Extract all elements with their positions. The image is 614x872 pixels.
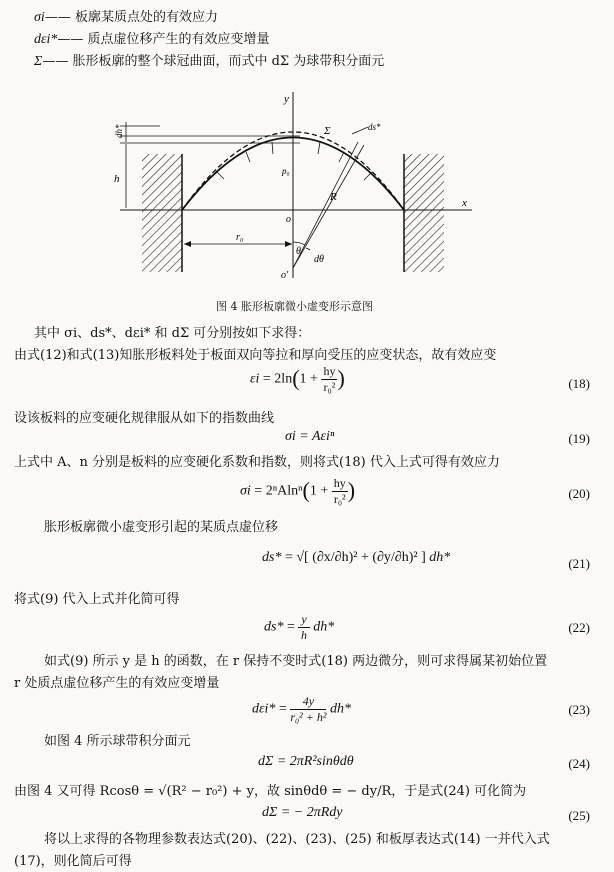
paragraph-simplify: (17)，则化简后可得 (14, 854, 132, 869)
paragraph-differentiate: 如式(9) 所示 y 是 h 的函数，在 r 保持不变时式(18) 两边微分，则可求得属某初始位置 (44, 654, 548, 669)
origin-label: o (286, 214, 291, 225)
equation-20-number: (20) (568, 486, 590, 501)
paragraph-hardening-law: 设该板料的应变硬化规律服从如下的指数曲线 (14, 411, 275, 426)
definition-surface: Σ—— 胀形板廓的整个球冠曲面，而式中 dΣ 为球带积分面元 (34, 54, 385, 69)
ds-leader (352, 127, 368, 134)
y-axis-label: y (284, 93, 289, 105)
radius-line (293, 142, 358, 268)
paragraph-strain-increment: r 处质点虚位移产生的有效应变增量 (14, 676, 220, 691)
eq-lhs: εi (250, 371, 260, 387)
dh-label: dh* (114, 124, 124, 138)
equation-22: ds* = $\frac{y}{h}$ dh* (264, 612, 335, 642)
theta-arc (293, 242, 305, 245)
h-label: h (114, 173, 120, 185)
equation-24-number: (24) (568, 756, 590, 771)
paragraph-substitute-all: 将以上求得的各物理参数表达式(20)、(22)、(23)、(25) 和板厚表达式(14) 一并代入式 (44, 832, 550, 847)
radius-label: R (330, 191, 337, 203)
equation-21-number: (21) (568, 556, 590, 571)
eq-rhs: = 2ln (262, 371, 293, 387)
definition-sigma: σi—— 板廓某质点处的有效应力 (34, 10, 218, 25)
definition-text: 胀形板廓的整个球冠曲面，而式中 dΣ 为球带积分面元 (72, 54, 385, 69)
figure-caption: 图 4 胀形板廓微小虚变形示意图 (216, 300, 373, 313)
paragraph-zone-element: 如图 4 所示球带积分面元 (44, 734, 191, 749)
definition-symbol: dεi* (34, 32, 58, 47)
r0-label: r₀ (236, 232, 244, 243)
figure-4-diagram (0, 82, 614, 282)
sigma-label: Σ (324, 125, 331, 137)
equation-25-number: (25) (568, 808, 590, 823)
ds-label: ds* (368, 122, 381, 132)
right-die-hatch-lower (404, 210, 444, 272)
dtheta-label: dθ (314, 254, 324, 265)
equation-23: dεi* = $\frac{4y}{\text{r₀² + h²}}$ dh* (252, 694, 351, 724)
paragraph-substitute-9: 将式(9) 代入上式并化简可得 (14, 592, 180, 607)
pressure-label: p₀ (282, 166, 290, 176)
equation-18-number: (18) (568, 376, 590, 391)
equation-19: σi = Aεiⁿ (285, 429, 335, 444)
paragraph-effective-stress: 上式中 A、n 分别是板料的应变硬化系数和指数，则将式(18) 代入上式可得有效应力 (14, 455, 500, 470)
origin-prime-label: o' (281, 270, 289, 281)
theta-label: θ (296, 246, 301, 257)
equation-20: σi = 2ⁿAlnⁿ(1 + $\frac{hy}{\text{r₀²}}$ ) (240, 476, 356, 506)
equation-25: dΣ = − 2πRdy (262, 805, 343, 820)
x-axis-label: x (462, 197, 467, 209)
right-die-hatch-upper (404, 154, 444, 210)
equation-22-number: (22) (568, 620, 590, 635)
dtheta-arc (306, 248, 310, 250)
equation-21: ds* = √[ (∂x/∂h)² + (∂y/∂h)² ] dh* (262, 550, 451, 565)
definition-text: 板廓某质点处的有效应力 (74, 10, 218, 25)
definition-symbol: Σ (34, 54, 43, 69)
definition-strain-increment: dεi*—— 质点虚位移产生的有效应变增量 (34, 32, 270, 47)
radius-line-displaced (293, 145, 364, 268)
left-die-hatch-upper (142, 154, 182, 210)
definition-text: 质点虚位移产生的有效应变增量 (87, 32, 270, 47)
equation-18: εi = 2ln(1 + $\frac{hy}{\text{r₀²}}$ ) (250, 364, 345, 394)
equation-23-number: (23) (568, 702, 590, 717)
paragraph-geometry: 由图 4 又可得 Rcosθ = √(R² − r₀²) + y，故 sinθdθ = − dy/R，于是式(24) 可化简为 (14, 784, 527, 799)
equation-24: dΣ = 2πR²sinθdθ (258, 754, 354, 769)
paragraph-intro: 其中 σi、ds*、dεi* 和 dΣ 可分别按如下求得： (34, 326, 311, 341)
paragraph-virtual-displacement: 胀形板廓微小虚变形引起的某质点虚位移 (44, 520, 279, 535)
definition-symbol: σi (34, 10, 45, 25)
equation-19-number: (19) (568, 431, 590, 446)
left-die-hatch-lower (142, 210, 182, 272)
paragraph-strain-state: 由式(12)和式(13)知胀形板料处于板面双向等拉和厚向受压的应变状态，故有效应变 (14, 348, 497, 363)
